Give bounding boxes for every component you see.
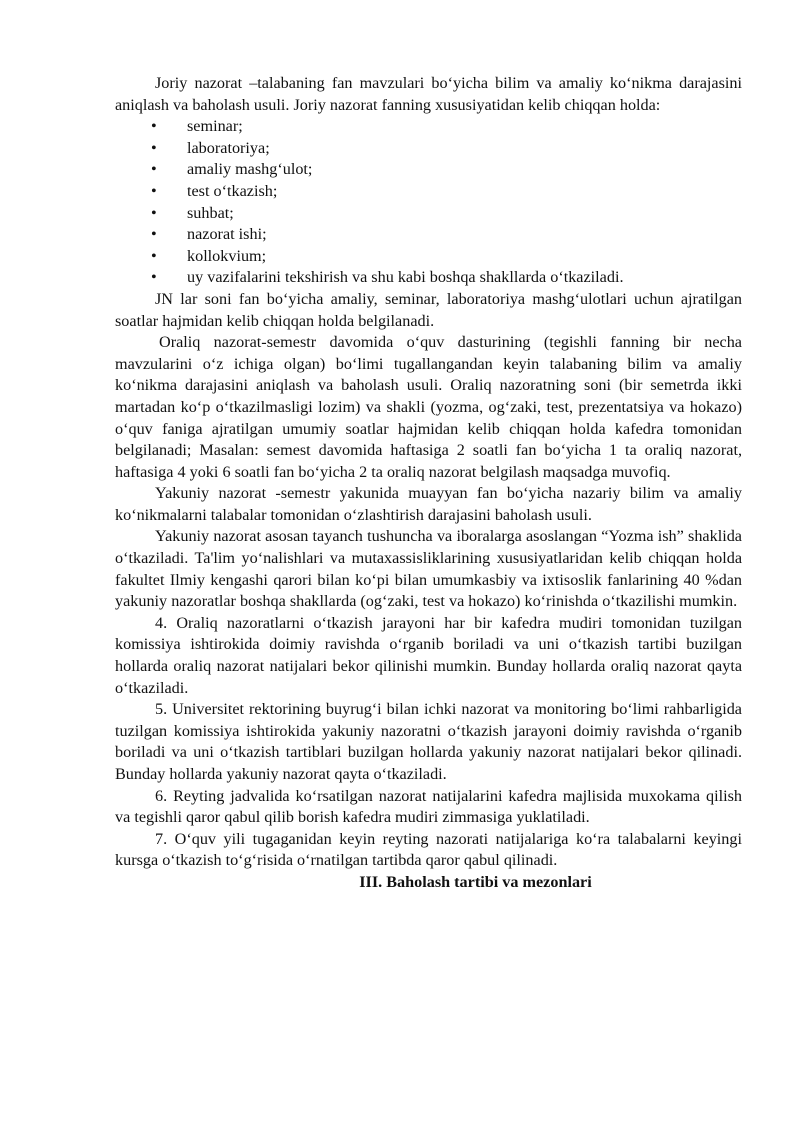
bullet-icon: • (151, 225, 157, 244)
body-paragraph: Yakuniy nazorat -semestr yakunida muayyan fan bo‘yicha nazariy bilim va amaliy ko‘nikmalarni talabalar tomonidan o‘zlashtirish darajasini baholash usuli. (115, 484, 742, 524)
list-item (115, 138, 742, 160)
list-item-text: nazorat ishi; (187, 225, 267, 244)
body-paragraph: 4. Oraliq nazoratlarni o‘tkazish jarayoni har bir kafedra mudiri tomonidan tuzilgan komissiya ishtirokida doimiy ravishda o‘rganib boriladi va uni o‘tkazish tartibi buzilgan hollarda oraliq nazorat natijalari bekor qilinishi mumkin. Bunday hollarda oraliq nazorat qayta o‘tkaziladi. (115, 613, 742, 697)
list-item (115, 159, 742, 181)
list-item-text: amaliy mashg‘ulot; (187, 160, 313, 179)
document-page (115, 73, 742, 894)
body-paragraph: Oraliq nazorat-semestr davomida o‘quv dasturining (tegishli fanning bir necha mavzularini o‘z ichiga olgan) bo‘limi tugallangandan keyin talabaning bilim va amaliy ko‘nikma darajasini aniqlash va baholash usuli. Oraliq nazoratning soni (bir semetrda ikki martadan ko‘p o‘tkazilmasligi lozim) va shakli (yozma, og‘zaki, test, prezentatsiya va hokazo) o‘quv faniga ajratilgan umumiy soatlar hajmidan kelib chiqqan holda kafedra tomonidan belgilanadi; Masalan: semest davomida haftasiga 2 soatli fan bo‘yicha 1 ta oraliq nazorat, haftasiga 4 yoki 6 soatli fan bo‘yicha 2 ta oraliq nazorat belgilash maqsadga muvofiq. (115, 333, 742, 481)
list-item-text: seminar; (187, 117, 243, 136)
intro-paragraph: Joriy nazorat –talabaning fan mavzulari bo‘yicha bilim va amaliy ko‘nikma darajasini aniqlash va baholash usuli. Joriy nazorat fanning xususiyatidan kelib chiqqan holda: (115, 74, 742, 114)
list-item (115, 224, 742, 246)
body-paragraph: 6. Reyting jadvalida ko‘rsatilgan nazorat natijalarini kafedra majlisida muxokama qilish va tegishli qaror qabul qilib borish kafedra mudiri zimmasiga yuklatiladi. (115, 786, 742, 827)
list-item (115, 267, 742, 289)
list-item-text: kollokvium; (187, 246, 267, 265)
body-paragraph: JN lar soni fan bo‘yicha amaliy, seminar, laboratoriya mashg‘ulotlari uchun ajratilgan soatlar hajmidan kelib chiqqan holda belgilanadi. (115, 289, 742, 330)
list-item-text: suhbat; (187, 203, 234, 222)
bullet-icon: • (151, 160, 157, 179)
control-forms-list (115, 116, 742, 289)
list-item (115, 116, 742, 138)
list-item (115, 181, 742, 203)
bullet-icon: • (151, 203, 157, 222)
list-item-text: uy vazifalarini tekshirish va shu kabi boshqa shakllarda o‘tkaziladi. (187, 268, 624, 287)
bullet-icon: • (151, 138, 157, 157)
list-item-text: laboratoriya; (187, 138, 270, 157)
section-heading: III. Baholash tartibi va mezonlari (359, 872, 592, 891)
bullet-icon: • (151, 268, 157, 287)
body-paragraph: Yakuniy nazorat asosan tayanch tushuncha va iboralarga asoslangan “Yozma ish” shaklida o‘tkaziladi. Ta'lim yo‘nalishlari va mutaxassisliklarining xususiyatlaridan kelib chiqqan holda fakultet Ilmiy kengashi qarori bilan ko‘pi bilan umumkasbiy va ixtisoslik fanlarining 40 %dan yakuniy nazoratlar boshqa shakllarda (og‘zaki, test va hokazo) ko‘rinishda o‘tkazilishi mumkin. (115, 527, 742, 611)
bullet-icon: • (151, 117, 157, 136)
list-item (115, 246, 742, 268)
body-paragraph: 5. Universitet rektorining buyrug‘i bilan ichki nazorat va monitoring bo‘limi rahbarligida tuzilgan komissiya ishtirokida yakuniy nazoratni o‘tkazish jarayoni doimiy ravishda o‘rganib boriladi va uni o‘tkazish tartiblari buzilgan hollarda yakuniy nazorat natijalari bekor qilinadi. Bunday hollarda yakuniy nazorat qayta o‘tkaziladi. (115, 700, 742, 783)
body-paragraph: 7. O‘quv yili tugaganidan keyin reyting nazorati natijalariga ko‘ra talabalarni keyingi kursga o‘tkazish to‘g‘risida o‘rnatilgan tartibda qaror qabul qilinadi. (115, 829, 742, 870)
list-item-text: test o‘tkazish; (187, 181, 278, 200)
bullet-icon: • (151, 181, 157, 200)
bullet-icon: • (151, 246, 157, 265)
list-item (115, 203, 742, 225)
